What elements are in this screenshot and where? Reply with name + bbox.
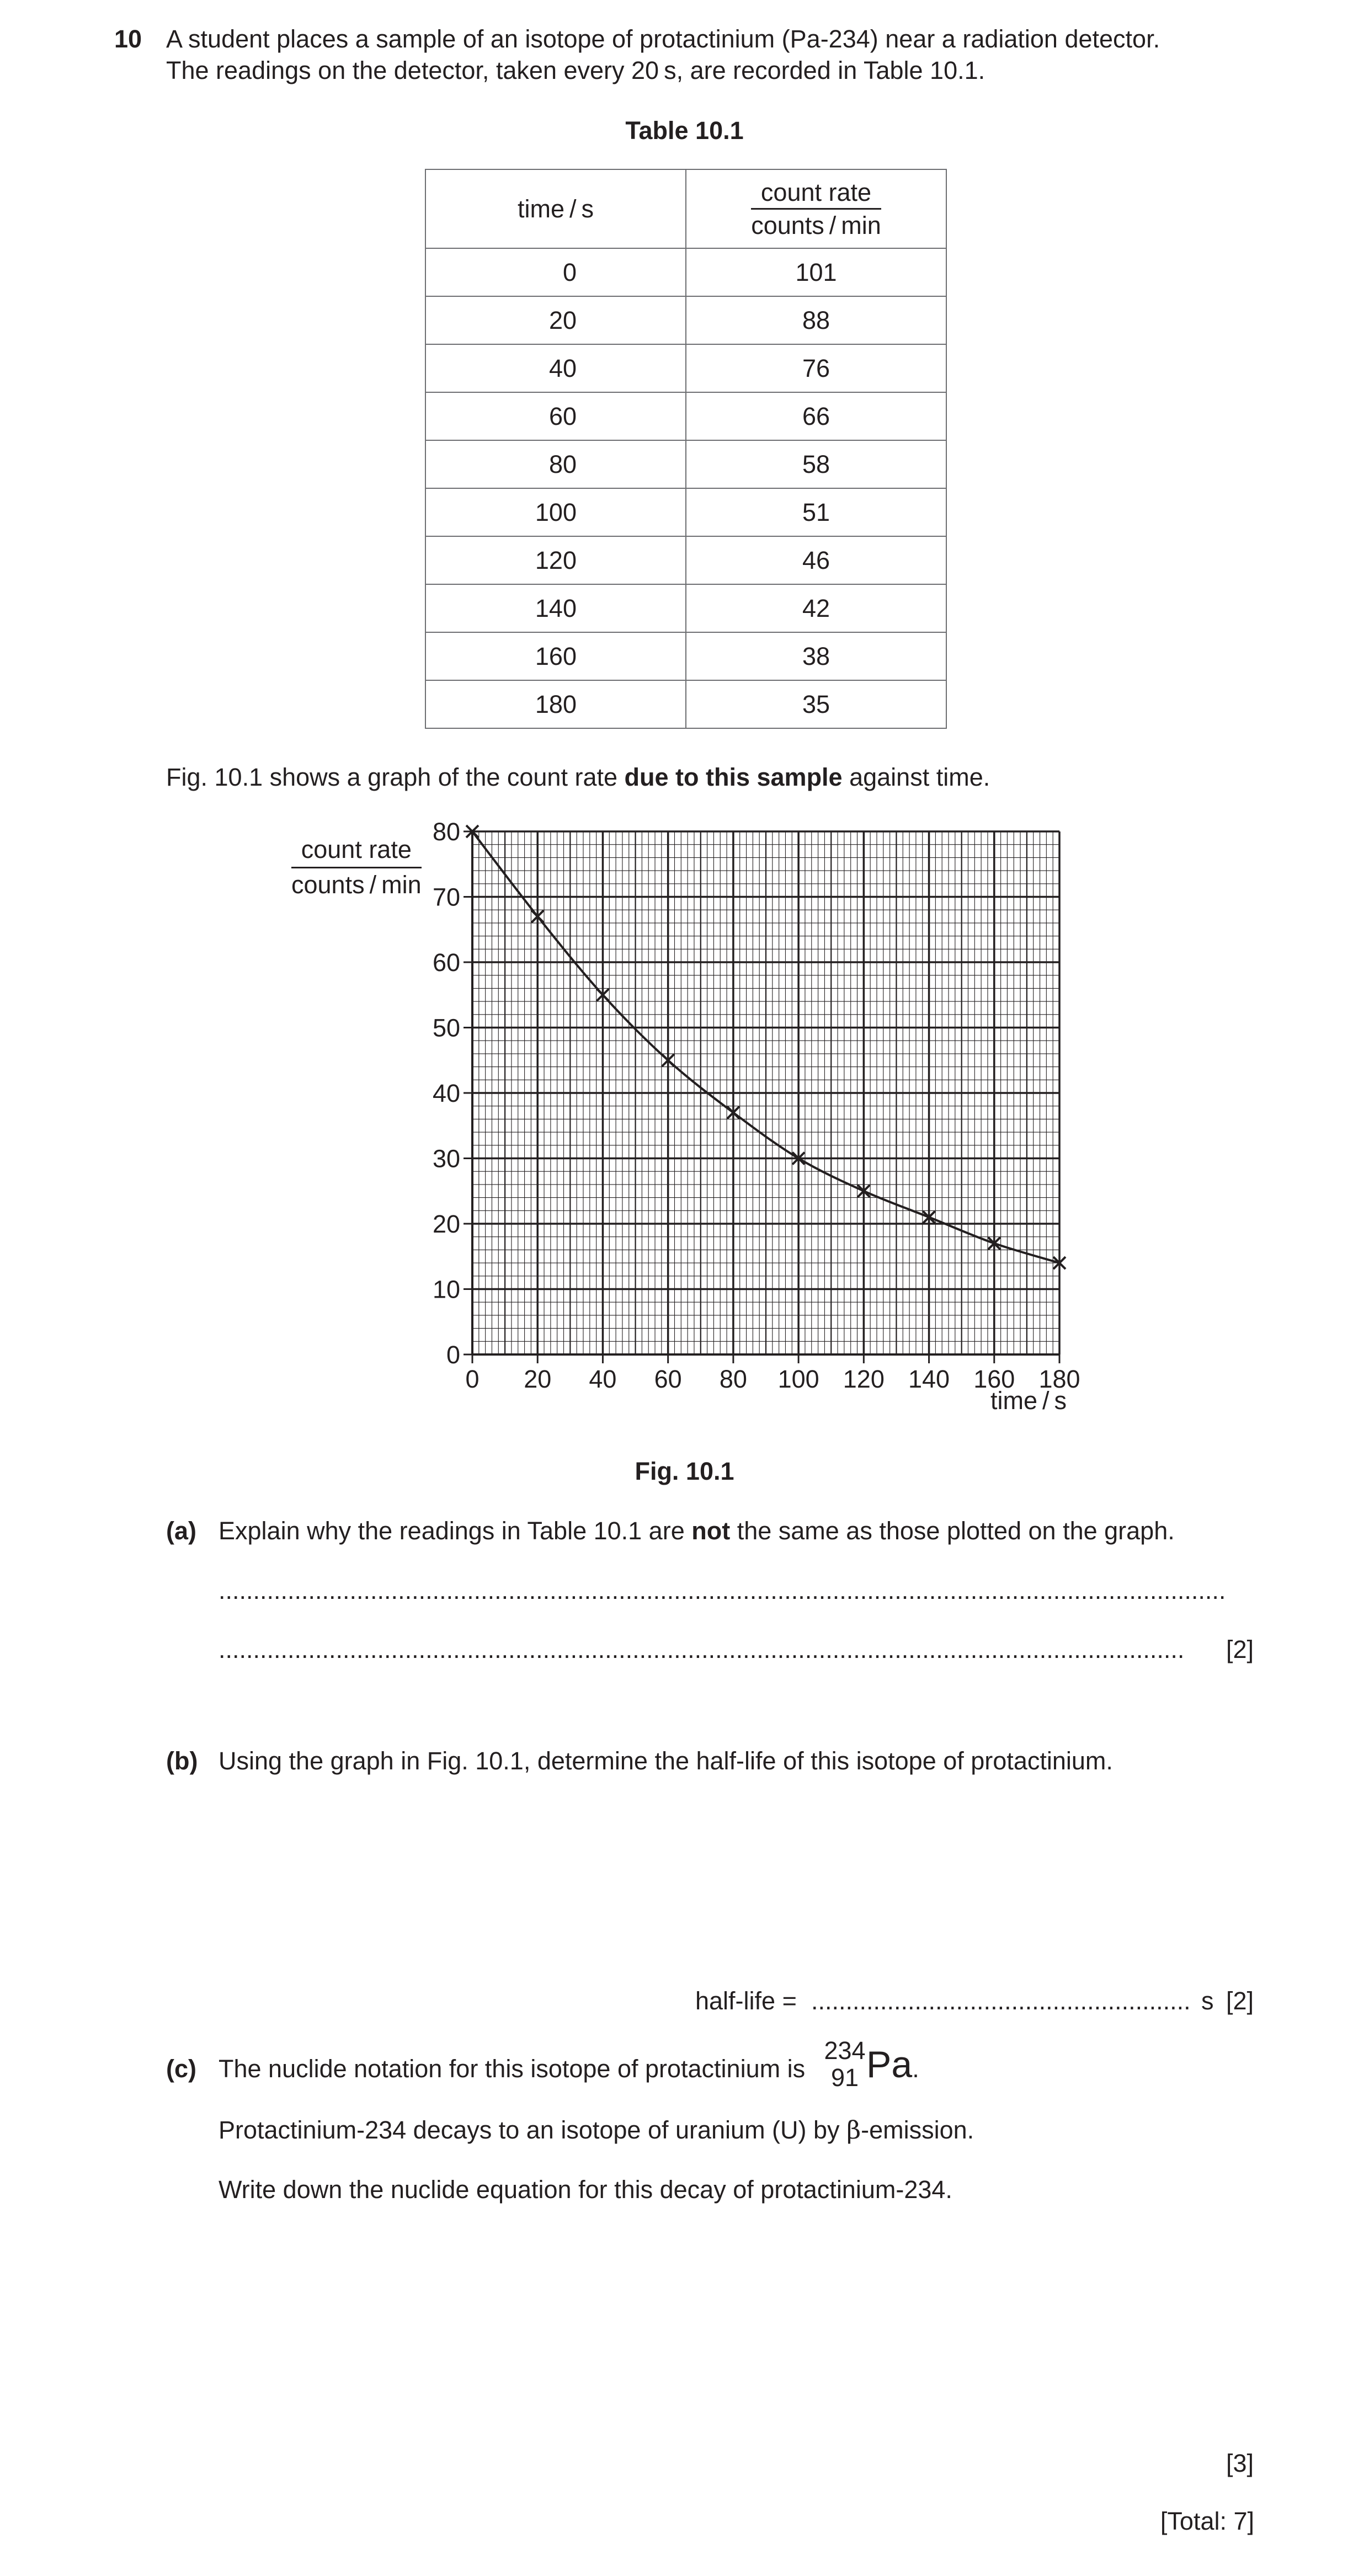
x-tick-label: 120 [843, 1365, 885, 1393]
part-a-answer-line-2[interactable]: ............................................................................................................................................ [219, 1635, 1185, 1663]
element-symbol-text: Pa [866, 2044, 913, 2086]
x-axis-label: time / s [990, 1386, 1067, 1415]
question-number: 10 [114, 25, 142, 53]
time-cell: 40 [425, 344, 686, 392]
y-tick-label: 30 [432, 1144, 460, 1173]
y-tick-label: 0 [446, 1341, 460, 1369]
part-c-marks: [3] [1226, 2449, 1254, 2477]
x-tick-label: 100 [777, 1365, 819, 1393]
x-tick-label: 40 [589, 1365, 617, 1393]
y-tick-label: 40 [432, 1079, 460, 1107]
atomic-number: 91 [830, 2063, 859, 2092]
x-tick-label: 80 [719, 1365, 747, 1393]
count-rate-cell: 42 [686, 584, 946, 632]
x-tick-label: 60 [654, 1365, 682, 1393]
count-rate-cell: 51 [686, 488, 946, 536]
part-c-line-2-text: Protactinium-234 decays to an isotope of uranium (U) by [219, 2116, 847, 2144]
total-marks: [Total: 7] [1160, 2507, 1254, 2535]
time-cell: 80 [425, 440, 686, 488]
time-cell: 120 [425, 536, 686, 584]
x-tick-label: 140 [908, 1365, 950, 1393]
figure-intro-bold: due to this sample [624, 763, 843, 791]
part-b-question: Using the graph in Fig. 10.1, determine the half-life of this isotope of protactinium. [219, 1747, 1113, 1775]
time-cell: 0 [425, 248, 686, 296]
count-rate-cell: 58 [686, 440, 946, 488]
part-a-answer-line-1[interactable]: .................................................................................................................................................. [219, 1576, 1226, 1604]
y-tick-label: 60 [432, 948, 460, 977]
element-symbol: Pa. [866, 2044, 919, 2086]
time-cell: 60 [425, 392, 686, 440]
mass-number: 234 [824, 2036, 866, 2065]
x-tick-label: 0 [465, 1365, 480, 1393]
part-c-line-2-end: -emission. [861, 2116, 974, 2144]
time-cell: 180 [425, 680, 686, 728]
y-tick-label: 70 [432, 883, 460, 911]
part-a-text-end: the same as those plotted on the graph. [730, 1517, 1175, 1545]
part-c-line-1: The nuclide notation for this isotope of protactinium is [219, 2055, 806, 2083]
time-cell: 100 [425, 488, 686, 536]
y-tick-label: 50 [432, 1014, 460, 1042]
half-life-unit: s [1201, 1987, 1214, 2015]
x-tick-label: 160 [973, 1365, 1015, 1393]
y-tick-label: 20 [432, 1210, 460, 1238]
time-cell: 140 [425, 584, 686, 632]
count-rate-cell: 66 [686, 392, 946, 440]
table-caption: Table 10.1 [625, 116, 744, 145]
part-a-question [219, 1516, 1175, 1546]
part-a-marks: [2] [1226, 1635, 1254, 1663]
y-tick-label: 80 [432, 818, 460, 846]
figure-caption: Fig. 10.1 [635, 1457, 734, 1485]
count-rate-header-label: count rate [751, 178, 881, 210]
part-b-marks: [2] [1226, 1987, 1254, 2015]
part-a-bold: not [691, 1517, 731, 1545]
time-cell: 160 [425, 632, 686, 680]
part-a-text: Explain why the readings in Table 10.1 are [219, 1517, 692, 1545]
part-b-label: (b) [166, 1747, 198, 1775]
part-c-line-3: Write down the nuclide equation for this decay of protactinium-234. [219, 2175, 952, 2204]
nuclide-notation [823, 2038, 867, 2090]
y-axis-label-unit: counts / min [291, 871, 422, 899]
part-a-label: (a) [166, 1517, 196, 1545]
y-axis-label-quantity: count rate [291, 834, 422, 868]
intro-line-1: A student places a sample of an isotope of protactinium (Pa-234) near a radiation detector. [166, 25, 1160, 53]
figure-intro-text-end: against time. [842, 763, 990, 791]
part-c-label: (c) [166, 2055, 196, 2083]
count-rate-cell: 101 [686, 248, 946, 296]
count-rate-cell: 88 [686, 296, 946, 344]
figure-intro-text: Fig. 10.1 shows a graph of the count rate [166, 763, 625, 791]
x-tick-label: 20 [524, 1365, 552, 1393]
time-column-header: time / s [425, 169, 686, 248]
x-tick-label: 180 [1038, 1365, 1080, 1393]
count-rate-header-unit: counts / min [751, 211, 881, 239]
beta-symbol: β [846, 2115, 861, 2145]
count-rate-cell: 46 [686, 536, 946, 584]
count-rate-cell: 35 [686, 680, 946, 728]
half-life-answer-line[interactable]: ....................................................... [811, 1987, 1191, 2015]
part-c-line-2 [219, 2115, 974, 2146]
y-tick-label: 10 [432, 1275, 460, 1304]
intro-line-2: The readings on the detector, taken every 20 s, are recorded in Table 10.1. [166, 56, 986, 84]
half-life-label: half-life = [695, 1987, 797, 2015]
time-cell: 20 [425, 296, 686, 344]
count-rate-cell: 76 [686, 344, 946, 392]
count-rate-cell: 38 [686, 632, 946, 680]
